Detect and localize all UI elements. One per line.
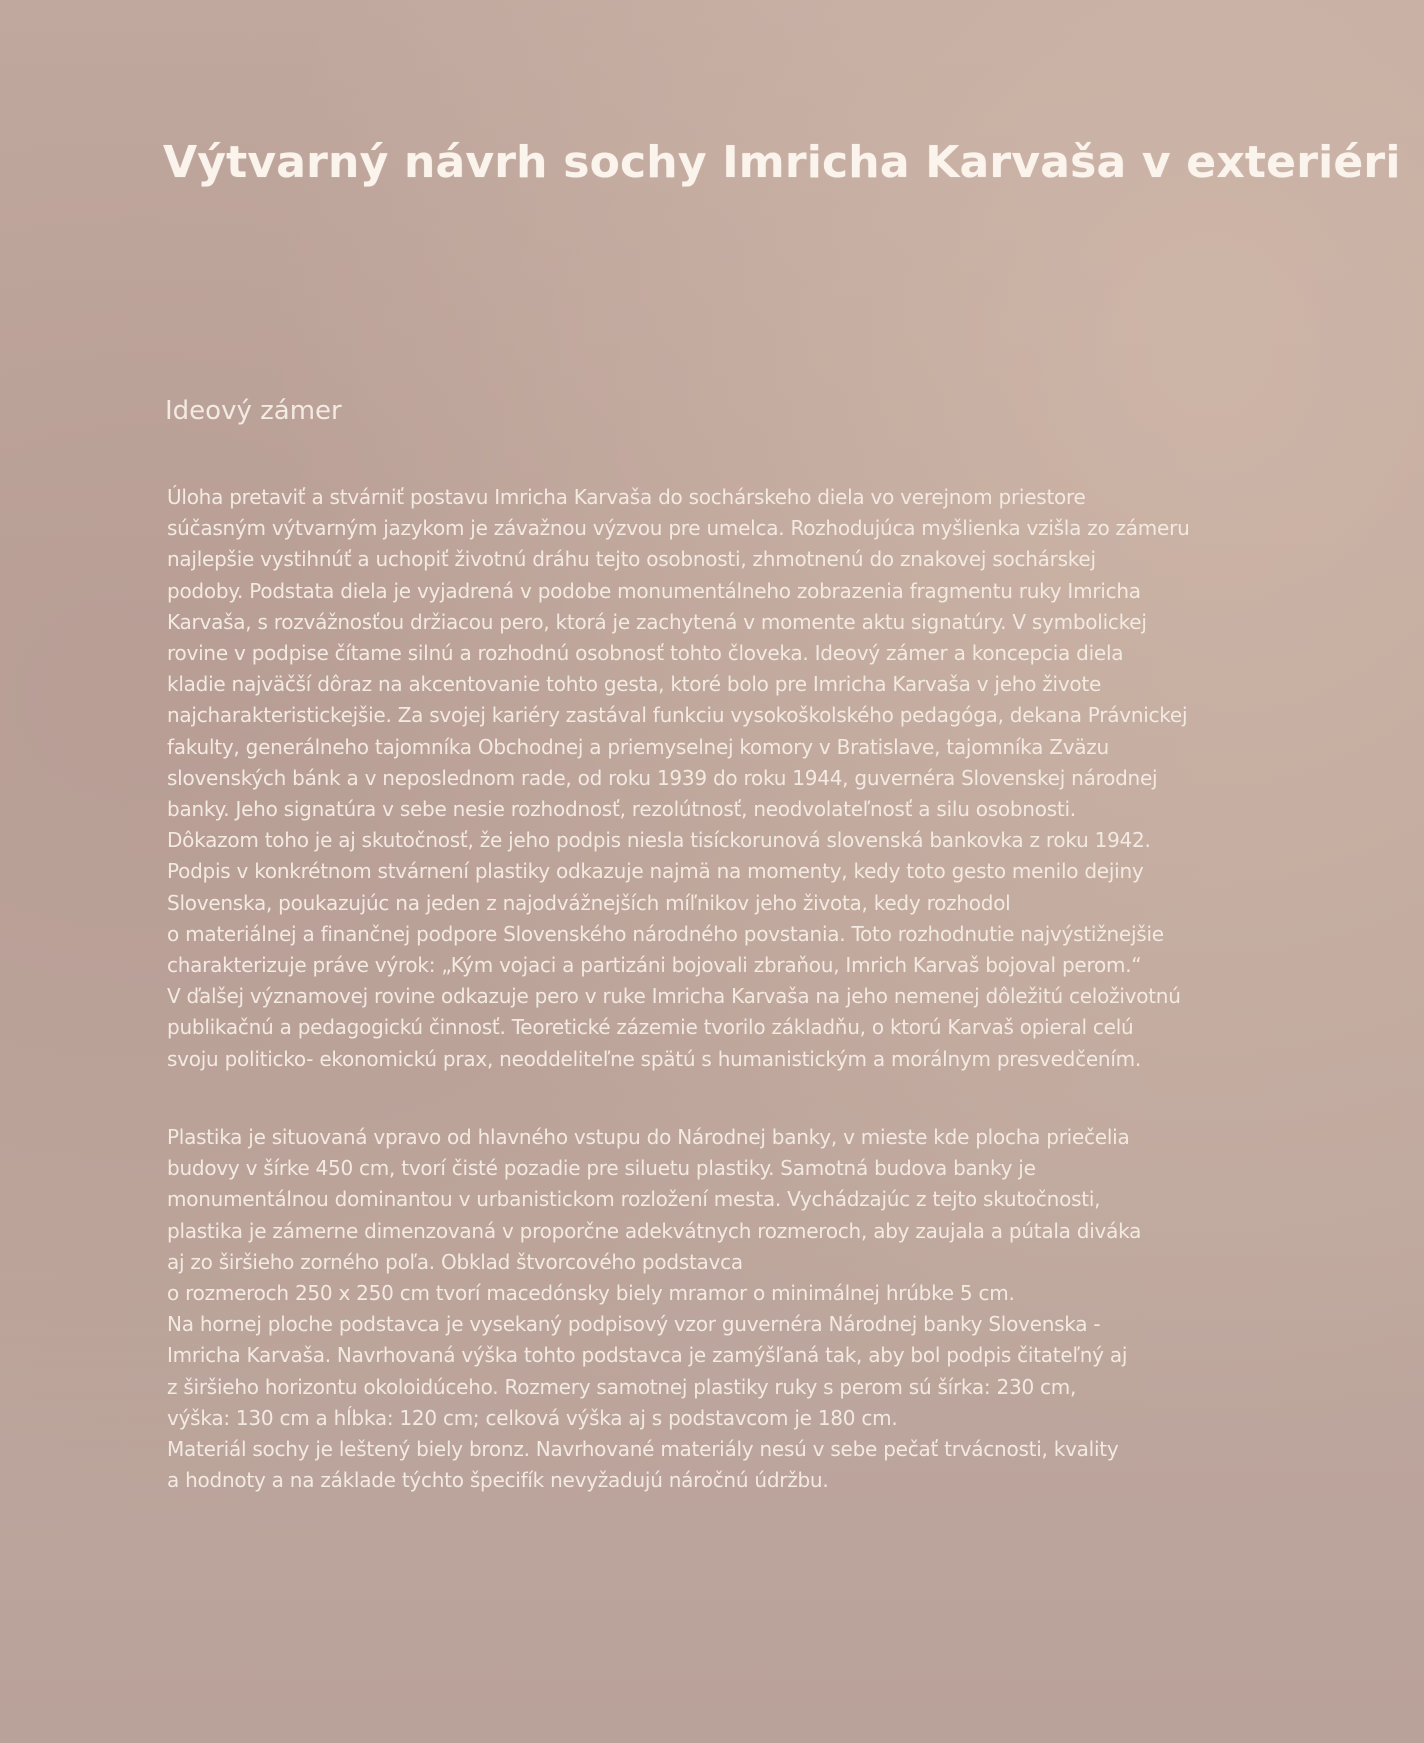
paragraph-line: najlepšie vystihnúť a uchopiť životnú dráhu tejto osobnosti, zhmotnenú do znakovej sochárskej (167, 547, 1096, 572)
paragraph-line: Materiál sochy je leštený biely bronz. Navrhované materiály nesú v sebe pečať trvácnosti, kvality (167, 1437, 1119, 1462)
paragraph-line: monumentálnou dominantou v urbanistickom rozložení mesta. Vychádzajúc z tejto skutočnosti, (167, 1187, 1101, 1212)
paragraph-line: kladie najväčší dôraz na akcentovanie tohto gesta, ktoré bolo pre Imricha Karvaša v jeho živote (167, 672, 1102, 697)
paragraph-line: Plastika je situovaná vpravo od hlavného vstupu do Národnej banky, v mieste kde plocha priečelia (167, 1125, 1130, 1149)
paragraph-placement (167, 1122, 1247, 1496)
paragraph-line: publikačnú a pedagogickú činnosť. Teoretické zázemie tvorilo základňu, o ktorú Karvaš opieral celú (167, 1015, 1134, 1040)
paragraph-line: a hodnoty a na základe týchto špecifík nevyžadujú náročnú údržbu. (167, 1468, 829, 1493)
paragraph-line: Karvaša, s rozvážnosťou držiacou pero, ktorá je zachytená v momente aktu signatúry. V symbolickej (167, 609, 1147, 634)
paragraph-line: Dôkazom toho je aj skutočnosť, že jeho podpis niesla tisíckorunová slovenská bankovka z roku 1942. (167, 828, 1151, 853)
paragraph-line: o materiálnej a finančnej podpore Slovenského národného povstania. Toto rozhodnutie najvýstižnejšie (167, 921, 1164, 946)
paragraph-line: súčasným výtvarným jazykom je závažnou výzvou pre umelca. Rozhodujúca myšlienka vzišla zo zámeru (167, 516, 1190, 541)
paragraph-line: Imricha Karvaša. Navrhovaná výška tohto podstavca je zamýšľaná tak, aby bol podpis čitateľný aj (167, 1343, 1128, 1368)
paragraph-line: Slovenska, poukazujúc na jeden z najodvážnejších míľnikov jeho života, kedy rozhodol (167, 890, 1011, 915)
paragraph-line: budovy v šírke 450 cm, tvorí čisté pozadie pre siluetu plastiky. Samotná budova banky je (167, 1156, 1036, 1181)
paragraph-line: Na hornej ploche podstavca je vysekaný podpisový vzor guvernéra Národnej banky Slovenska - (167, 1312, 1101, 1337)
paragraph-line: V ďalšej významovej rovine odkazuje pero v ruke Imricha Karvaša na jeho nemenej dôležitú celoživotnú (167, 984, 1181, 1009)
paragraph-line: charakterizuje práve výrok: „Kým vojaci a partizáni bojovali zbraňou, Imrich Karvaš bojoval perom.“ (167, 953, 1142, 978)
paragraph-line: o rozmeroch 250 x 250 cm tvorí macedónsky biely mramor o minimálnej hrúbke 5 cm. (167, 1281, 1015, 1306)
paragraph-line: rovine v podpise čítame silnú a rozhodnú osobnosť tohto človeka. Ideový zámer a koncepcia diela (167, 641, 1124, 666)
paragraph-line: Úloha pretaviť a stvárniť postavu Imricha Karvaša do sochárskeho diela vo verejnom priestore (167, 485, 1086, 509)
paragraph-line: slovenských bánk a v neposlednom rade, od roku 1939 do roku 1944, guvernéra Slovenskej národnej (167, 765, 1158, 790)
section-heading: Ideový zámer (165, 396, 342, 426)
paragraph-concept (167, 482, 1247, 1075)
paragraph-line: banky. Jeho signatúra v sebe nesie rozhodnosť, rezolútnosť, neodvolateľnosť a silu osobnosti. (167, 797, 1076, 822)
paragraph-line: podoby. Podstata diela je vyjadrená v podobe monumentálneho zobrazenia fragmentu ruky Imricha (167, 578, 1141, 603)
paragraph-line: plastika je zámerne dimenzovaná v proporčne adekvátnych rozmeroch, aby zaujala a pútala diváka (167, 1218, 1142, 1243)
paragraph-line: najcharakteristickejšie. Za svojej kariéry zastával funkciu vysokoškolského pedagóga, dekana Právnickej (167, 703, 1188, 728)
paragraph-line: svoju politicko- ekonomickú prax, neoddeliteľne spätú s humanistickým a morálnym presvedčením. (167, 1046, 1141, 1071)
paragraph-line: aj zo širšieho zorného poľa. Obklad štvorcového podstavca (167, 1249, 743, 1274)
paragraph-line: Podpis v konkrétnom stvárnení plastiky odkazuje najmä na momenty, kedy toto gesto menilo dejiny (167, 859, 1144, 884)
paragraph-line: výška: 130 cm a hĺbka: 120 cm; celková výška aj s podstavcom je 180 cm. (167, 1405, 898, 1430)
panel-title: Výtvarný návrh sochy Imricha Karvaša v exteriéri (163, 137, 1401, 188)
paragraph-line: z širšieho horizontu okoloidúceho. Rozmery samotnej plastiky ruky s perom sú šírka: 230 cm, (167, 1374, 1077, 1399)
paragraph-line: fakulty, generálneho tajomníka Obchodnej a priemyselnej komory v Bratislave, tajomníka Zväzu (167, 734, 1109, 759)
